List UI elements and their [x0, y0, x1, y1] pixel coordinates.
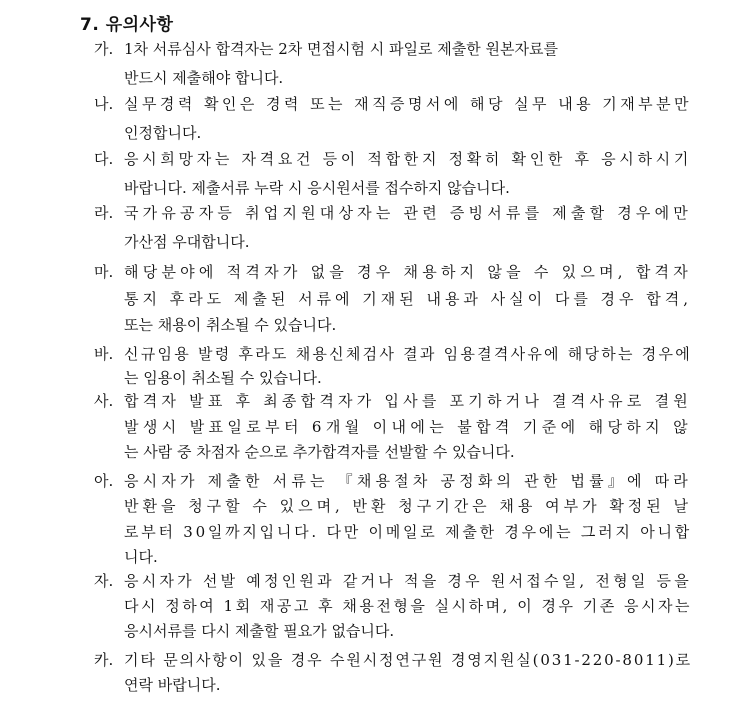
- item-marker: 자.: [94, 572, 114, 590]
- item-line: 통지 후라도 제출된 서류에 기재된 내용과 사실이 다를 경우 합격,: [124, 290, 692, 308]
- item-line: 실무경력 확인은 경력 또는 재직증명서에 해당 실무 내용 기재부분만: [124, 95, 692, 113]
- item-line: 기타 문의사항이 있을 경우 수원시정연구원 경영지원실(031-220-8011)로: [124, 651, 692, 669]
- item-line: 는 사람 중 차점자 순으로 추가합격자를 선발할 수 있습니다.: [124, 443, 515, 461]
- item-line: 해당분야에 적격자가 없을 경우 채용하지 않을 수 있으며, 합격자: [124, 263, 692, 281]
- item-marker: 나.: [94, 95, 114, 113]
- item-line: 응시자가 제출한 서류는 『채용절차 공정화의 관한 법률』에 따라: [124, 472, 692, 490]
- item-marker: 가.: [94, 40, 114, 58]
- item-marker: 바.: [94, 345, 114, 363]
- item-line: 응시서류를 다시 제출할 필요가 없습니다.: [124, 622, 395, 640]
- item-line: 반환을 청구할 수 있으며, 반환 청구기간은 채용 여부가 확정된 날: [124, 497, 692, 515]
- item-line: 반드시 제출해야 합니다.: [124, 69, 284, 87]
- item-line: 응시희망자는 자격요건 등이 적합한지 정확히 확인한 후 응시하시기: [124, 150, 692, 168]
- item-line: 바랍니다. 제출서류 누락 시 응시원서를 접수하지 않습니다.: [124, 179, 510, 197]
- item-marker: 아.: [94, 472, 114, 490]
- item-line: 가산점 우대합니다.: [124, 233, 250, 251]
- item-line: 합격자 발표 후 최종합격자가 입사를 포기하거나 결격사유로 결원: [124, 392, 692, 410]
- item-line: 발생시 발표일로부터 6개월 이내에는 불합격 기준에 해당하지 않: [124, 418, 692, 436]
- item-line: 로부터 30일까지입니다. 다만 이메일로 제출한 경우에는 그러지 아니합: [124, 523, 692, 541]
- item-marker: 사.: [94, 392, 114, 410]
- item-line: 다시 정하여 1회 재공고 후 채용전형을 실시하며, 이 경우 기존 응시자는: [124, 597, 692, 615]
- item-line: 는 임용이 취소될 수 있습니다.: [124, 369, 322, 387]
- item-marker: 카.: [94, 651, 114, 669]
- item-line: 국가유공자등 취업지원대상자는 관련 증빙서류를 제출할 경우에만: [124, 204, 692, 222]
- item-line: 응시자가 선발 예정인원과 같거나 적을 경우 원서접수일, 전형일 등을: [124, 572, 692, 590]
- item-line: 연락 바랍니다.: [124, 676, 221, 694]
- section-heading: 7. 유의사항: [80, 15, 174, 35]
- item-line: 또는 채용이 취소될 수 있습니다.: [124, 316, 337, 334]
- item-marker: 마.: [94, 263, 114, 281]
- item-marker: 라.: [94, 204, 114, 222]
- item-line: 1차 서류심사 합격자는 2차 면접시험 시 파일로 제출한 원본자료를: [124, 40, 558, 58]
- item-line: 인정합니다.: [124, 124, 202, 142]
- item-marker: 다.: [94, 150, 114, 168]
- item-line: 신규임용 발령 후라도 채용신체검사 결과 임용결격사유에 해당하는 경우에: [124, 345, 692, 363]
- item-line: 니다.: [124, 548, 158, 566]
